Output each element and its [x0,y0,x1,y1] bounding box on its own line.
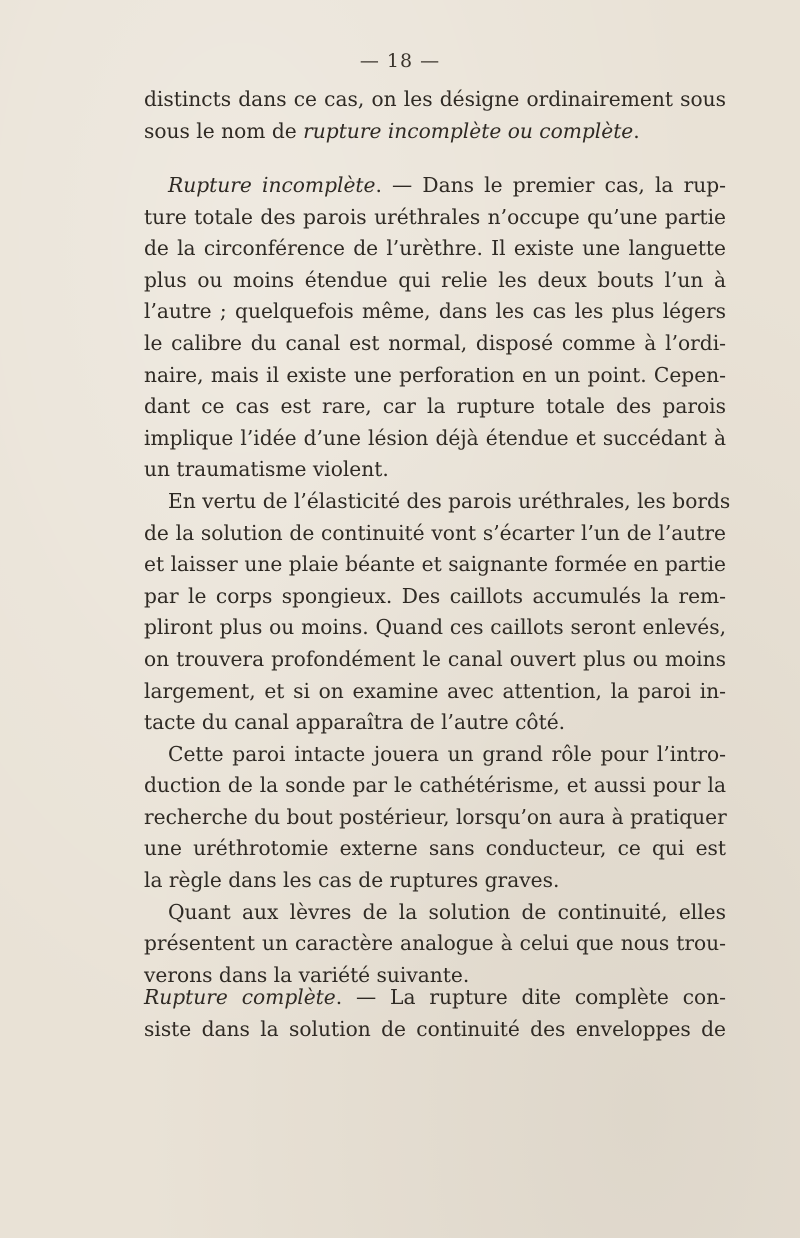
section-rupture-incomplete [144,170,731,991]
text-line: duction de la sonde par le cathétérisme, et aussi pour la [144,773,726,798]
text-line: on trouvera profondément le canal ouvert plus ou moins [144,646,726,671]
text-line: largement, et si on examine avec attention, la paroi in- [144,678,726,703]
text-line: Cette paroi intacte jouera un grand rôle pour l’intro- [168,741,726,766]
text-line: un traumatisme violent. [144,457,389,482]
text-line: verons dans la variété suivante. [144,962,470,987]
page-number: — 18 — [359,50,441,72]
section-heading: Rupture incomplète [168,173,376,197]
text-line: pliront plus ou moins. Quand ces caillots seront enlevés, [144,615,726,640]
text-line: Quant aux lèvres de la solution de continuité, elles [168,899,726,924]
text-line: et laisser une plaie béante et saignante formée en partie [144,552,726,577]
section-heading-line: Rupture incomplète. — Dans le premier cas, la rup- [168,173,727,197]
text-line: distincts dans ce cas, on les désigne ordinairement sous [144,87,726,111]
text-line: naire, mais il existe une perforation en un point. Cepen- [144,362,726,387]
section-heading-line: Rupture complète. — La rupture dite complète con- [144,985,726,1009]
text-line: En vertu de l’élasticité des parois uréthrales, les bords [168,488,731,513]
text-line: de la solution de continuité vont s’écarter l’un de l’autre [144,520,726,545]
section-rupture-complete [144,982,726,1045]
text-line: implique l’idée d’une lésion déjà étendue et succédant à [144,425,726,450]
text-line: plus ou moins étendue qui relie les deux bouts l’un à [144,267,726,292]
text-line: par le corps spongieux. Des caillots accumulés la rem- [144,583,726,608]
text-line: présentent un caractère analogue à celui que nous trou- [144,931,726,956]
text-line: tacte du canal apparaîtra de l’autre côté. [144,710,566,735]
text-line: recherche du bout postérieur, lorsqu’on aura à pratiquer [144,804,727,829]
text-line: sous le nom de rupture incomplète ou complète. [144,118,640,143]
text-line: une uréthrotomie externe sans conducteur, ce qui est [144,836,726,861]
text-line: dant ce cas est rare, car la rupture totale des parois [144,394,726,419]
text-line: la règle dans les cas de ruptures graves. [144,868,560,893]
paragraph-intro [144,84,726,147]
section-heading: Rupture complète [144,985,336,1009]
text-line: l’autre ; quelquefois même, dans les cas les plus légers [144,299,726,324]
text-line: siste dans la solution de continuité des enveloppes de [144,1016,726,1041]
text-line: de la circonférence de l’urèthre. Il existe une languette [144,236,726,261]
text-line: le calibre du canal est normal, disposé comme à l’ordi- [144,330,726,355]
text-line: ture totale des parois uréthrales n’occupe qu’une partie [144,204,726,229]
